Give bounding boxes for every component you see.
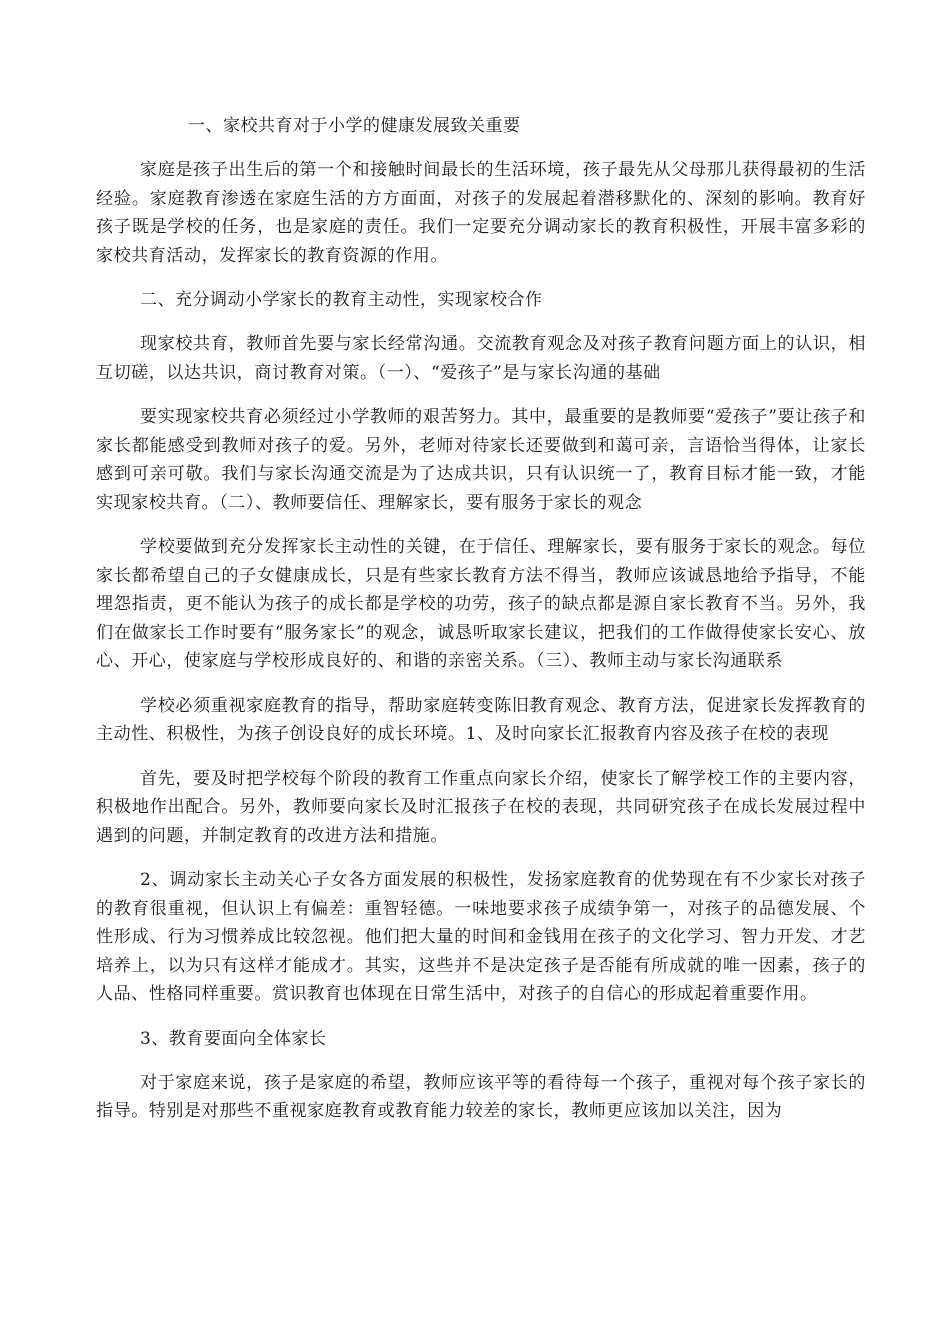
section-heading-3: 3、教育要面向全体家长 <box>140 1028 327 1049</box>
section-heading-2: 二、充分调动小学家长的教育主动性，实现家校合作 <box>140 290 543 310</box>
paragraph-1: 家庭是孩子出生后的第一个和接触时间最长的生活环境，孩子最先从父母那儿获得最初的生活经验。家庭教育渗透在家庭生活的方方面面，对孩子的发展起着潜移默化的、深刻的影响。教育好孩子既是学校的任务，也是家庭的责任。我们一定要充分调动家长的教育积极性，开展丰富多彩的家校共育活动，发挥家长的教育资源的作用。 <box>96 160 866 266</box>
paragraph-6: 首先，要及时把学校每个阶段的教育工作重点向家长介绍，使家长了解学校工作的主要内容，积极地作出配合。另外，教师要向家长及时汇报孩子在校的表现，共同研究孩子在成长发展过程中遇到的问题，并制定教育的改进方法和措施。 <box>96 768 866 846</box>
paragraph-2: 现家校共育，教师首先要与家长经常沟通。交流教育观念及对孩子教育问题方面上的认识，相互切磋，以达共识，商讨教育对策。（一）、“爱孩子”是与家长沟通的基础 <box>96 334 866 383</box>
paragraph-7: 2、调动家长主动关心子女各方面发展的积极性，发扬家庭教育的优势现在有不少家长对孩子的教育很重视，但认识上有偏差：重智轻德。一味地要求孩子成绩争第一，对孩子的品德发展、个性形成、行为习惯养成比较忽视。他们把大量的时间和金钱用在孩子的文化学习、智力开发、才艺培养上，以为只有这样才能成才。其实，这些并不是决定孩子是否能有所成就的唯一因素，孩子的人品、性格同样重要。赏识教育也体现在日常生活中，对孩子的自信心的形成起着重要作用。 <box>96 870 866 1004</box>
section-heading-1: 一、家校共育对于小学的健康发展致关重要 <box>188 116 521 136</box>
paragraph-8: 对于家庭来说，孩子是家庭的希望，教师应该平等的看待每一个孩子，重视对每个孩子家长的指导。特别是对那些不重视家庭教育或教育能力较差的家长，教师更应该加以关注，因为 <box>96 1072 866 1121</box>
document-page <box>96 112 866 1142</box>
paragraph-5: 学校必须重视家庭教育的指导，帮助家庭转变陈旧教育观念、教育方法，促进家长发挥教育的主动性、积极性，为孩子创设良好的成长环境。1、及时向家长汇报教育内容及孩子在校的表现 <box>96 695 866 744</box>
paragraph-4: 学校要做到充分发挥家长主动性的关键，在于信任、理解家长，要有服务于家长的观念。每位家长都希望自己的子女健康成长，只是有些家长教育方法不得当，教师应该诚恳地给予指导，不能埋怨指责，更不能认为孩子的成长都是学校的功劳，孩子的缺点都是源自家长教育不当。另外，我们在做家长工作时要有“服务家长”的观念，诚恳听取家长建议，把我们的工作做得使家长安心、放心、开心，使家庭与学校形成良好的、和谐的亲密关系。（三）、教师主动与家长沟通联系 <box>96 537 866 671</box>
paragraph-3: 要实现家校共育必须经过小学教师的艰苦努力。其中，最重要的是教师要“爱孩子”要让孩子和家长都能感受到教师对孩子的爱。另外，老师对待家长还要做到和蔼可亲，言语恰当得体，让家长感到可亲可敬。我们与家长沟通交流是为了达成共识，只有认识统一了，教育目标才能一致，才能实现家校共育。（二）、教师要信任、理解家长，要有服务于家长的观念 <box>96 407 866 513</box>
